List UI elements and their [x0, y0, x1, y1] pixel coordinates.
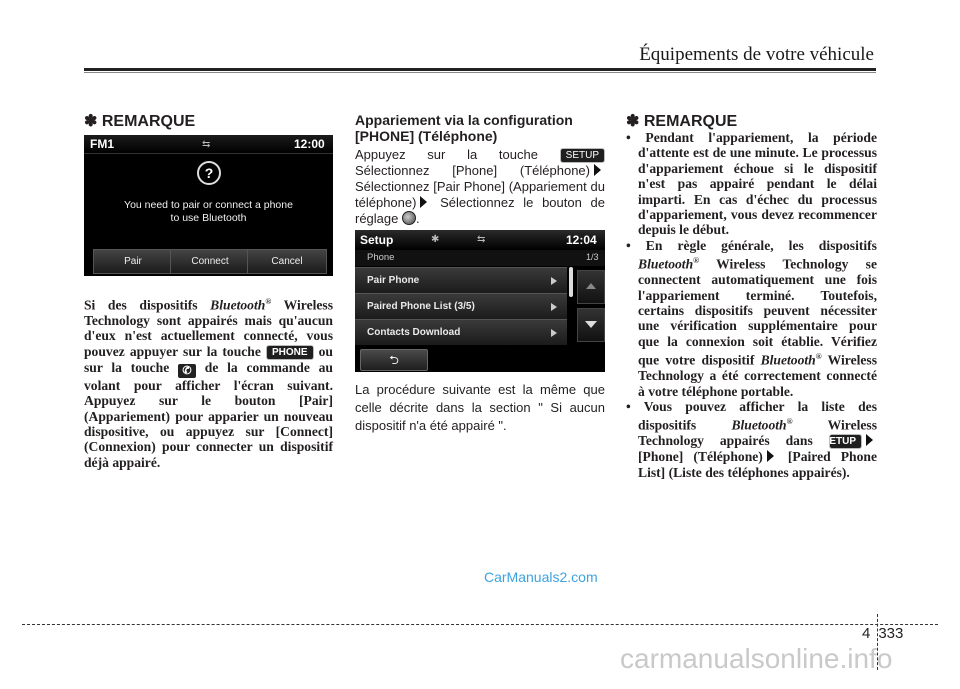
arrow-up-icon [586, 283, 596, 289]
footer-rule [22, 624, 938, 625]
left-para-1: Si des dispositifs [84, 297, 198, 313]
menu-item-label: Contacts Download [367, 327, 461, 338]
bullet-3-text-a: Vous pouvez afficher la liste des dispositifs [638, 398, 877, 433]
screen-clock: 12:00 [294, 137, 325, 151]
left-para-3: ou sur la touche [84, 343, 333, 375]
chevron-right-icon [551, 329, 557, 337]
registered-mark: ® [786, 417, 793, 427]
bluetooth-term: Bluetooth [760, 352, 816, 368]
arrow-right-icon [767, 450, 774, 462]
phone-key: PHONE [266, 345, 314, 360]
menu-item-label: Pair Phone [367, 275, 420, 286]
menu-item-pair-phone[interactable] [355, 267, 567, 293]
bullet-3-text-d: [Paired Phone List] (Liste des téléphones appairés). [638, 449, 877, 480]
registered-mark: ® [693, 256, 700, 266]
radio-source: FM1 [90, 137, 114, 151]
arrow-right-icon [866, 434, 873, 446]
header-rule [84, 68, 876, 71]
bluetooth-term: Bluetooth [210, 297, 266, 313]
left-para-2: Wireless Technology sont appairés mais qu'aucun d'eux n'est actuellement connecté, vous pouvez appuyer sur la touche [84, 297, 333, 359]
chevron-right-icon [551, 303, 557, 311]
bullet-1-text: Pendant l'appariement, la période d'attente est de une minute. Le processus d'appariement échoue si le dispositif n'est pas appairé pendant le délai imparti. En cas d'échec du processus d'appariement, vous devez recommencer depuis le début. [638, 130, 877, 238]
bullet-3-text-b: Wireless Technology appairés dans [638, 417, 877, 449]
page-number [862, 625, 903, 642]
page-indicator: 1/3 [586, 252, 599, 262]
cancel-button[interactable]: Cancel [247, 249, 327, 274]
chapter-number: 4 [862, 625, 871, 642]
left-note-heading: ✽ REMARQUE [84, 113, 196, 130]
setup-key: SETUP [560, 148, 605, 163]
left-note-body [84, 294, 333, 470]
bullet-3: • Vous pouvez afficher la liste des dispositifs Bluetooth® Wireless Technology appairés dans SETUP [Phone] (Téléphone) [Paired Phone List] (Liste des téléphones appairés). [626, 398, 877, 480]
mid-text-3: Sélectionnez [Pair Phone] (Appariement du téléphone) [355, 179, 605, 210]
mid-text-1: Appuyez sur la touche [355, 147, 538, 162]
mid-text-4: Sélectionnez le bouton de réglage [355, 195, 605, 226]
connect-button[interactable]: Connect [170, 249, 250, 274]
right-note-body [626, 130, 877, 480]
bullet-1: • Pendant l'appariement, la période d'attente est de une minute. Le processus d'appariement échoue si le dispositif n'est pas appairé pendant le délai imparti. En cas d'échec du processus d'appariement, vous devez recommencer depuis le début. [626, 130, 877, 238]
menu-item-paired-list[interactable] [355, 293, 567, 319]
bluetooth-prompt-screen [84, 135, 333, 276]
watermark-footer: carmanualsonline.info [620, 643, 893, 674]
tune-knob-icon [402, 211, 416, 225]
pair-button[interactable]: Pair [93, 249, 173, 274]
middle-title-line-1: Appariement via la configuration [355, 112, 573, 128]
right-note-heading: ✽ REMARQUE [626, 113, 738, 130]
prompt-line-2: to use Bluetooth [170, 212, 247, 224]
bluetooth-term: Bluetooth [731, 417, 787, 433]
left-para-4: de la commande au volant pour afficher l'écran suivant. Appuyez sur le bouton [Pair] (Appariement) pour apparier un nouveau dispositive, ou appuyez sur [Connect] (Connexion) pour connecter un dispositif déjà appairé. [84, 359, 333, 470]
bullet-2-text-b: Wireless Technology se connectent automatiquement une fois l'appariement terminé. Toutefois, certains dispositifs peuvent nécessiter une vérification supplémentaire pour que la connexion soit établie. Vérifiez que votre dispositif [638, 256, 877, 368]
middle-after-text: La procédure suivante est la même que celle décrite dans la section " Si aucun dispositif n'a été appairé ". [355, 382, 605, 433]
mid-text-5: . [416, 211, 420, 226]
bullet-2-text-c: Wireless Technology a été correctement connecté à votre téléphone portable. [638, 352, 878, 399]
setup-phone-screen [355, 230, 605, 372]
prompt-line-1: You need to pair or connect a phone [124, 199, 293, 211]
scroll-down-button[interactable] [577, 308, 605, 342]
bluetooth-term: Bluetooth [638, 256, 694, 272]
scroll-up-button[interactable] [577, 270, 605, 304]
middle-instructions [355, 147, 605, 227]
setup-title: Setup [360, 233, 394, 247]
menu-item-contacts-download[interactable] [355, 319, 567, 345]
header-rule-thin [84, 72, 876, 73]
usb-icon: ⇆ [202, 139, 211, 150]
setup-clock: 12:04 [566, 233, 597, 247]
watermark-link[interactable]: CarManuals2.com [484, 569, 598, 585]
setup-key: SETUP [829, 434, 862, 449]
section-label: Phone [367, 252, 395, 263]
question-icon: ? [197, 161, 221, 185]
registered-mark: ® [815, 352, 822, 362]
steering-call-icon: ✆ [178, 364, 196, 378]
back-arrow-icon: ⮌ [389, 353, 399, 367]
mid-text-2: Sélectionnez [Phone] (Téléphone) [355, 163, 590, 178]
bullet-3-text-c: [Phone] (Téléphone) [638, 449, 763, 465]
prompt-message [84, 199, 333, 225]
bullet-2: • En règle générale, les dispositifs Bluetooth® Wireless Technology se connectent automatiquement une fois l'appariement terminé. Toutefois, certains dispositifs peuvent nécessiter une vérification supplémentaire pour que la connexion soit établie. Vérifiez que votre dispositif Bluetooth® Wireless Technology a été correctement connecté à votre téléphone portable. [626, 237, 878, 399]
menu-item-label: Paired Phone List (3/5) [367, 301, 475, 312]
scrollbar-thumb[interactable] [569, 267, 573, 297]
usb-icon: ⇆ [477, 234, 486, 245]
middle-title-line-2: [PHONE] (Téléphone) [355, 128, 498, 144]
back-button[interactable] [360, 349, 428, 371]
registered-mark: ® [265, 297, 272, 306]
page-number-value: 333 [878, 625, 904, 642]
bluetooth-icon: ✱ [431, 234, 440, 245]
bullet-2-text-a: En règle générale, les dispositifs [645, 237, 877, 253]
arrow-right-icon [594, 164, 601, 176]
chevron-right-icon [551, 277, 557, 285]
middle-section-title [355, 112, 605, 144]
header-title: Équipements de votre véhicule [639, 44, 874, 65]
arrow-right-icon [420, 196, 427, 208]
arrow-down-icon [585, 321, 597, 328]
